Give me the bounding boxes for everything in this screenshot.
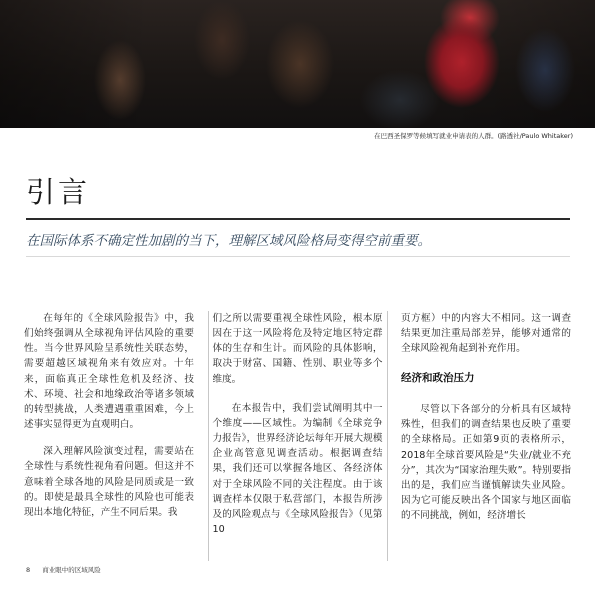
paragraph: 页方框）中的内容大不相同。这一调查结果更加注重局部差异，能够对通常的全球风险视角起到补充作用。 — [401, 313, 571, 355]
paragraph: 深入理解风险演变过程，需要站在全球性与系统性视角看问题。但这并不意味着全球各地的风险是同质或是一致的。即使是最具全球性的风险也可能表现出本地化特征，产生不同后果。我 — [24, 446, 194, 518]
page-subtitle: 在国际体系不确定性加剧的当下，理解区域风险格局变得空前重要。 — [26, 233, 431, 249]
body-columns — [24, 311, 571, 561]
subtitle-rule — [26, 256, 570, 257]
section-heading: 经济和政治压力 — [401, 372, 475, 385]
page-title: 引言 — [26, 175, 91, 209]
title-rule — [26, 218, 570, 220]
photo-vignette — [0, 0, 595, 128]
photo-caption: 在巴西圣保罗等候填写就业申请表的人群。(路透社/Paulo Whitaker) — [374, 132, 573, 140]
text-column-1 — [24, 311, 194, 561]
text-column-3 — [401, 311, 571, 561]
header-photo — [0, 0, 595, 128]
paragraph: 在本报告中，我们尝试阐明其中一个维度——区域性。为编制《全球竞争力报告》，世界经济论坛每年开展大规模企业高管意见调查活动。根据调查结果，我们还可以掌握各地区、各经济体对于全球风险不同的关注程度。由于该调查样本仅限于私营部门，本报告所涉及的风险观点与《全球风险报告》（见第10 — [212, 402, 383, 536]
running-title: 商业眼中的区域风险 — [42, 566, 101, 574]
paragraph: 在每年的《全球风险报告》中，我们始终强调从全球视角评估风险的重要性。当今世界风险呈系统性关联态势，需要超越区域视角来有效应对。十年来，面临真正全球性危机及经济、技术、环境、社会和地缘政治等诸多领域的转型挑战，人类遭遇重重困难，今上述事实显得更为直观明白。 — [24, 313, 194, 431]
text-column-2 — [208, 311, 388, 561]
page-footer — [26, 565, 101, 574]
paragraph: 们之所以需要重视全球性风险，根本原因在于这一风险将危及特定地区特定群体的生存和生计。而风险的具体影响，取决于财富、国籍、性别、职业等多个维度。 — [212, 313, 383, 385]
page-number: 8 — [26, 566, 31, 574]
paragraph: 尽管以下各部分的分析具有区域特殊性，但我们的调查结果也反映了重要的全球格局。正如第9页的表格所示，2018年全球首要风险是“失业/就业不充分”，其次为“国家治理失败”。特别要指出的是，我们应当谨慎解读失业风险。因为它可能反映出各个国家与地区面临的不同挑战，例如，经济增长 — [401, 404, 571, 522]
